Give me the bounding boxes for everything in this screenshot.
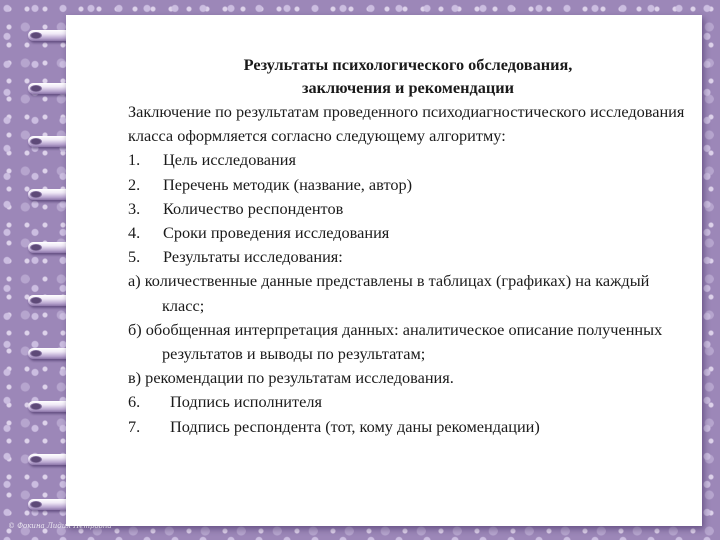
numbered-item — [128, 245, 688, 269]
slide-title — [128, 53, 688, 99]
numbered-item — [128, 415, 688, 439]
item-number: 3. — [128, 198, 141, 218]
item-number: 1. — [128, 150, 141, 170]
numbered-item — [128, 390, 688, 414]
numbered-item — [128, 173, 688, 197]
numbered-item — [128, 148, 688, 172]
slide-title-line2: заключения и рекомендации — [301, 78, 514, 97]
item-text: Результаты исследования: — [163, 247, 343, 267]
numbered-item — [128, 221, 688, 245]
lettered-item: а) количественные данные представлены в таблицах (графиках) на каждый класс; — [128, 271, 650, 315]
slide-paper — [66, 15, 702, 526]
lettered-item: б) обобщенная интерпретация данных: аналитическое описание полученных результатов и выводы по результатам; — [128, 319, 663, 364]
slide-title-line1: Результаты психологического обследования, — [243, 55, 573, 74]
item-text: Перечень методик (название, автор) — [163, 174, 413, 194]
item-text: Подпись исполнителя — [170, 392, 322, 412]
item-text: Количество респондентов — [163, 198, 344, 218]
item-number: 4. — [128, 223, 141, 243]
item-number: 2. — [128, 174, 141, 194]
item-text: Цель исследования — [163, 150, 296, 170]
item-text: Подпись респондента (тот, кому даны рекомендации) — [170, 416, 540, 436]
item-number: 5. — [128, 247, 141, 267]
item-number: 7. — [128, 416, 141, 436]
item-number: 6. — [128, 392, 141, 412]
numbered-item — [128, 197, 688, 221]
slide-content — [128, 53, 688, 439]
intro-paragraph: Заключение по результатам проведенного психодиагностического исследования класса оформляется согласно следующему алгоритму: — [128, 102, 685, 146]
author-watermark: © Фокина Лидия Петровна — [8, 522, 112, 530]
item-text: Сроки проведения исследования — [163, 223, 390, 243]
lettered-item: в) рекомендации по результатам исследования. — [128, 368, 454, 388]
